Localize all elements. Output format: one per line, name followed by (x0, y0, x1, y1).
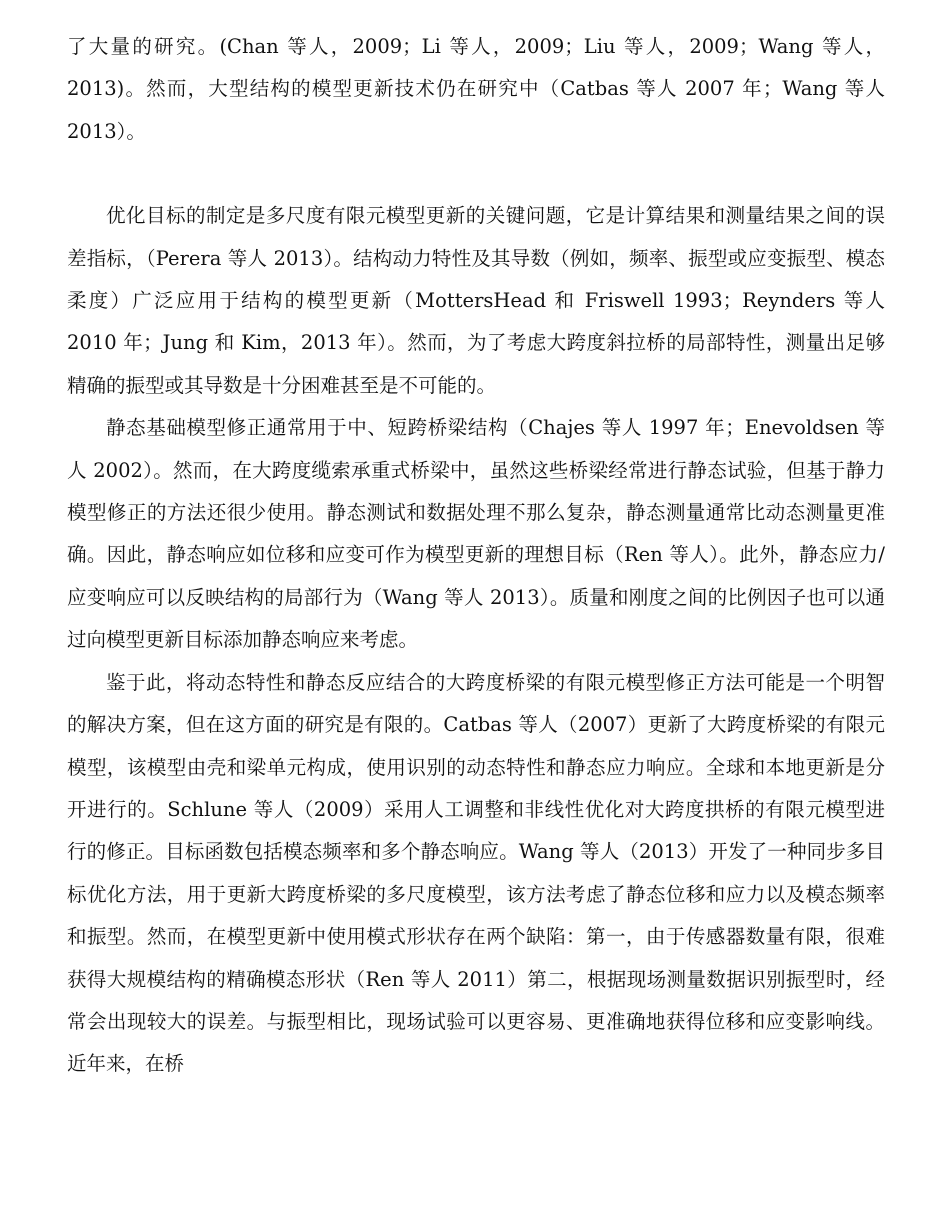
paragraph-2: 优化目标的制定是多尺度有限元模型更新的关键问题，它是计算结果和测量结果之间的误差指标，（Perera 等人 2013）。结构动力特性及其导数（例如，频率、振型或应变振型、模态柔度）广泛应用于结构的模型更新（MottersHead 和 Friswell 1993；Reynders 等人 2010 年；Jung 和 Kim，2013 年）。然而，为了考虑大跨度斜拉桥的局部特性，测量出足够精确的振型或其导数是十分困难甚至是不可能的。 (67, 204, 885, 397)
paragraph-1: 了大量的研究。(Chan 等人，2009；Li 等人，2009；Liu 等人，2009；Wang 等人，2013)。然而，大型结构的模型更新技术仍在研究中（Catbas 等人 2007 年；Wang 等人 2013）。 (67, 35, 885, 143)
paragraph-3: 静态基础模型修正通常用于中、短跨桥梁结构（Chajes 等人 1997 年；Enevoldsen 等人 2002）。然而，在大跨度缆索承重式桥梁中，虽然这些桥梁经常进行静态试验，但基于静力模型修正的方法还很少使用。静态测试和数据处理不那么复杂，静态测量通常比动态测量更准确。因此，静态响应如位移和应变可作为模型更新的理想目标（Ren 等人）。此外，静态应力/应变响应可以反映结构的局部行为（Wang 等人 2013）。质量和刚度之间的比例因子也可以通过向模型更新目标添加静态响应来考虑。 (67, 416, 885, 652)
paragraph-4: 鉴于此，将动态特性和静态反应结合的大跨度桥梁的有限元模型修正方法可能是一个明智的解决方案，但在这方面的研究是有限的。Catbas 等人（2007）更新了大跨度桥梁的有限元模型，该模型由壳和梁单元构成，使用识别的动态特性和静态应力响应。全球和本地更新是分开进行的。Schlune 等人（2009）采用人工调整和非线性优化对大跨度拱桥的有限元模型进行的修正。目标函数包括模态频率和多个静态响应。Wang 等人（2013）开发了一种同步多目标优化方法，用于更新大跨度桥梁的多尺度模型，该方法考虑了静态位移和应力以及模态频率和振型。然而，在模型更新中使用模式形状存在两个缺陷：第一，由于传感器数量有限，很难获得大规模结构的精确模态形状（Ren 等人 2011）第二，根据现场测量数据识别振型时，经常会出现较大的误差。与振型相比，现场试验可以更容易、更准确地获得位移和应变影响线。近年来，在桥 (67, 670, 885, 1076)
paragraph-spacer (67, 153, 885, 195)
document-page (67, 26, 885, 1086)
